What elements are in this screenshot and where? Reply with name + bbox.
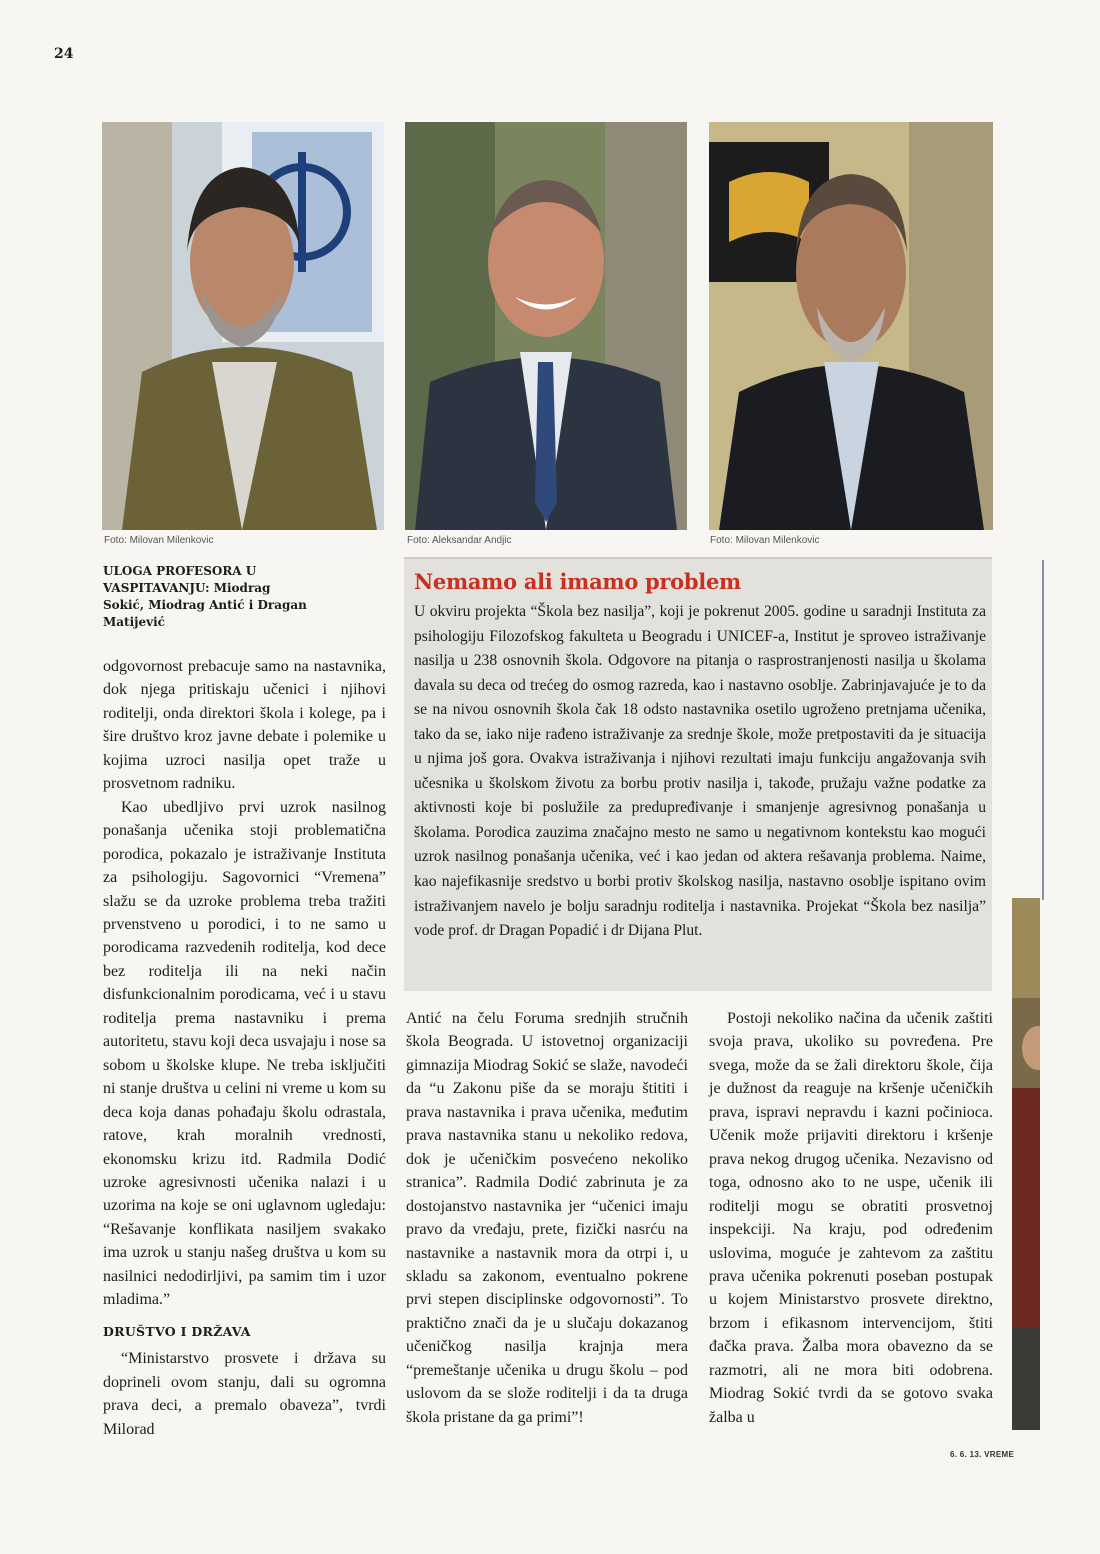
article-column-3 bbox=[709, 1007, 993, 1429]
column1-paragraph-2: Kao ubedljivo prvi uzrok nasilnog ponašanja učenika stoji problematična porodica, pokazalo je istraživanje Instituta za psihologiju. Sagovornici “Vremena” slažu se da uzroke problema treba tražiti prvenstveno u porodici, i to ne samo u porodicama razvedenih roditelja, kod dece bez roditelja ili na neki način disfunkcionalnim porodicama, već i u stavu roditelja prema nastavniku i prema autoritetu, stavu koji deca usvajaju i nose sa sobom u školske klupe. Ne treba isključiti ni stanje društva u celini ni vreme u kom su deca koja danas pohađaju školu odrastala, ratove, krah moralnih vrednosti, ekonomsku krizu itd. Radmila Dodić uzroke agresivnosti učenika nalazi i u uzorima na koje se oni uglavnom ugledaju: “Rešavanje konflikata nasiljem svakako ima uzrok u stanju našeg društva u kom su nasilnici nedodirljivi, pa samim tim i uzor mladima.” bbox=[103, 798, 386, 1309]
sidebar-title: Nemamo ali imamo problem bbox=[414, 569, 741, 594]
page-number: 24 bbox=[54, 46, 74, 62]
column1-paragraph-1: odgovornost prebacuje samo na nastavnika, dok njega pritiskaju učenici i njihovi roditelji, onda direktori škola i kolege, pa i šire društvo kroz javne debate i polemike u kojima uzroci nasilja opet traže u prosvetnom radniku. bbox=[103, 658, 386, 793]
photo-credit-3: Foto: Milovan Milenkovic bbox=[710, 535, 820, 546]
photo-credit-2: Foto: Aleksandar Andjic bbox=[407, 535, 512, 546]
sidebar-body: U okviru projekta “Škola bez nasilja”, koji je pokrenut 2005. godine u saradnji Instituta za psihologiju Filozofskog fakulteta u Beogradu i UNICEF-a, Institut je sproveo istraživanje nasilja u 238 osnovnih škola. Odgovore na pitanja o rasprostranjenosti nasilja u školama davala su deca od trećeg do osmog razreda, kao i nastavno osoblje. Zabrinjavajuće je to da se na nivou osnovnih škola čak 18 odsto nastavnika osetilo ugroženo pretnjama učenika, tako da se, iako nije rađeno istraživanje za srednje škole, može pretpostaviti da je situacija u njima još gora. Ovakva istraživanja i njihovi rezultati imaju funkciju angažovanja svih učesnika u školskom životu za borbu protiv nasilja i, takođe, pružaju važne podatke za aktivnosti koje bi poslužile za predupređivanje i smanjenje agresivnog ponašanja u školama. Porodica zauzima značajno mesto ne samo u negativnom kontekstu kao mogući uzrok nasilnog ponašanja učenika, već i kao jedan od aktera rešavanja problema. Naime, kao najefikasnije sredstvo u borbi protiv školskog nasilja, nastavno osoblje ispitano ovim istraživanjem navelo je bolju saradnju roditelja i nastavnika. Projekat “Škola bez nasilja” vode prof. dr Dragan Popadić i dr Dijana Plut. bbox=[414, 603, 986, 940]
photo-dragan-matijevic bbox=[709, 122, 993, 530]
photo-caption bbox=[103, 563, 313, 631]
photo-credit-1: Foto: Milovan Milenkovic bbox=[104, 535, 214, 546]
column3-paragraph-1: Postoji nekoliko načina da učenik zaštiti svoja prava, ukoliko su povređena. Pre svega, može da se žali direktoru škole, čija je dužnost da reaguje na kršenje učeničkih prava, ispravi nepravdu i kazni počinioca. Učenik može prijaviti direktoru i kršenje prava nekog drugog učenika. Nezavisno od toga, odnosno ako to ne uspe, učenik ili roditelji mogu se obratiti prosvetnoj inspekciji. Na kraju, pod određenim uslovima, moguće je zahtevom za zaštitu prava učenika pokrenuti poseban postupak u kojem Ministarstvo prosvete direktno, brzom i efikasnom intervencijom, štiti đačka prava. Žalba mora obavezno da se razmotri, ali ne mora biti odobrena. Miodrag Sokić tvrdi da se gotovo svaka žalba u bbox=[709, 1010, 993, 1426]
article-column-2 bbox=[406, 1007, 688, 1429]
article-column-1 bbox=[103, 655, 386, 1441]
caption-names: Miodrag Sokić, Miodrag Antić i Dragan Matijević bbox=[103, 581, 307, 629]
section-subhead: DRUŠTVO I DRŽAVA bbox=[103, 1323, 251, 1339]
photo-miodrag-sokic bbox=[102, 122, 384, 530]
photo-miodrag-antic bbox=[405, 122, 687, 530]
column2-paragraph-1: Antić na čelu Foruma srednjih stručnih škola Beograda. U istovetnoj organizaciji gimnazija Miodrag Sokić se slaže, navodeći da “u Zakonu piše da se moraju štititi i prava nastavnika i prava učenika, međutim prava nastavnika stanu u nekoliko redova, dok je učeničkim posvećeno nekoliko stranica”. Radmila Dodić zabrinuta je za dostojanstvo nastavnika jer “učenici imaju pravo da vređaju, prete, fizički nasrću na nastavnike a nastavnik mora da otrpi i, u skladu sa zakonom, eventualno pokrene prvi stepen disciplinske odgovornosti”. To praktično znači da je u slučaju dokazanog učeničkog nasilja krajnja mera “premeštanje učenika u drugu školu – pod uslovom da se slože roditelji i da ta druga škola pristane da ga primi”! bbox=[406, 1010, 688, 1426]
column1-paragraph-3: “Ministarstvo prosvete i država su doprineli ovom stanju, dali su ogromna prava deci, a premalo obaveza”, tvrdi Milorad bbox=[103, 1350, 386, 1438]
page-footer: 6. 6. 13. VREME bbox=[950, 1450, 1015, 1459]
page-edge-line bbox=[1042, 560, 1044, 900]
next-page-photo-edge bbox=[1012, 898, 1040, 1430]
caption-kicker: ULOGA PROFESORA U VASPITAVANJU: bbox=[103, 564, 257, 595]
